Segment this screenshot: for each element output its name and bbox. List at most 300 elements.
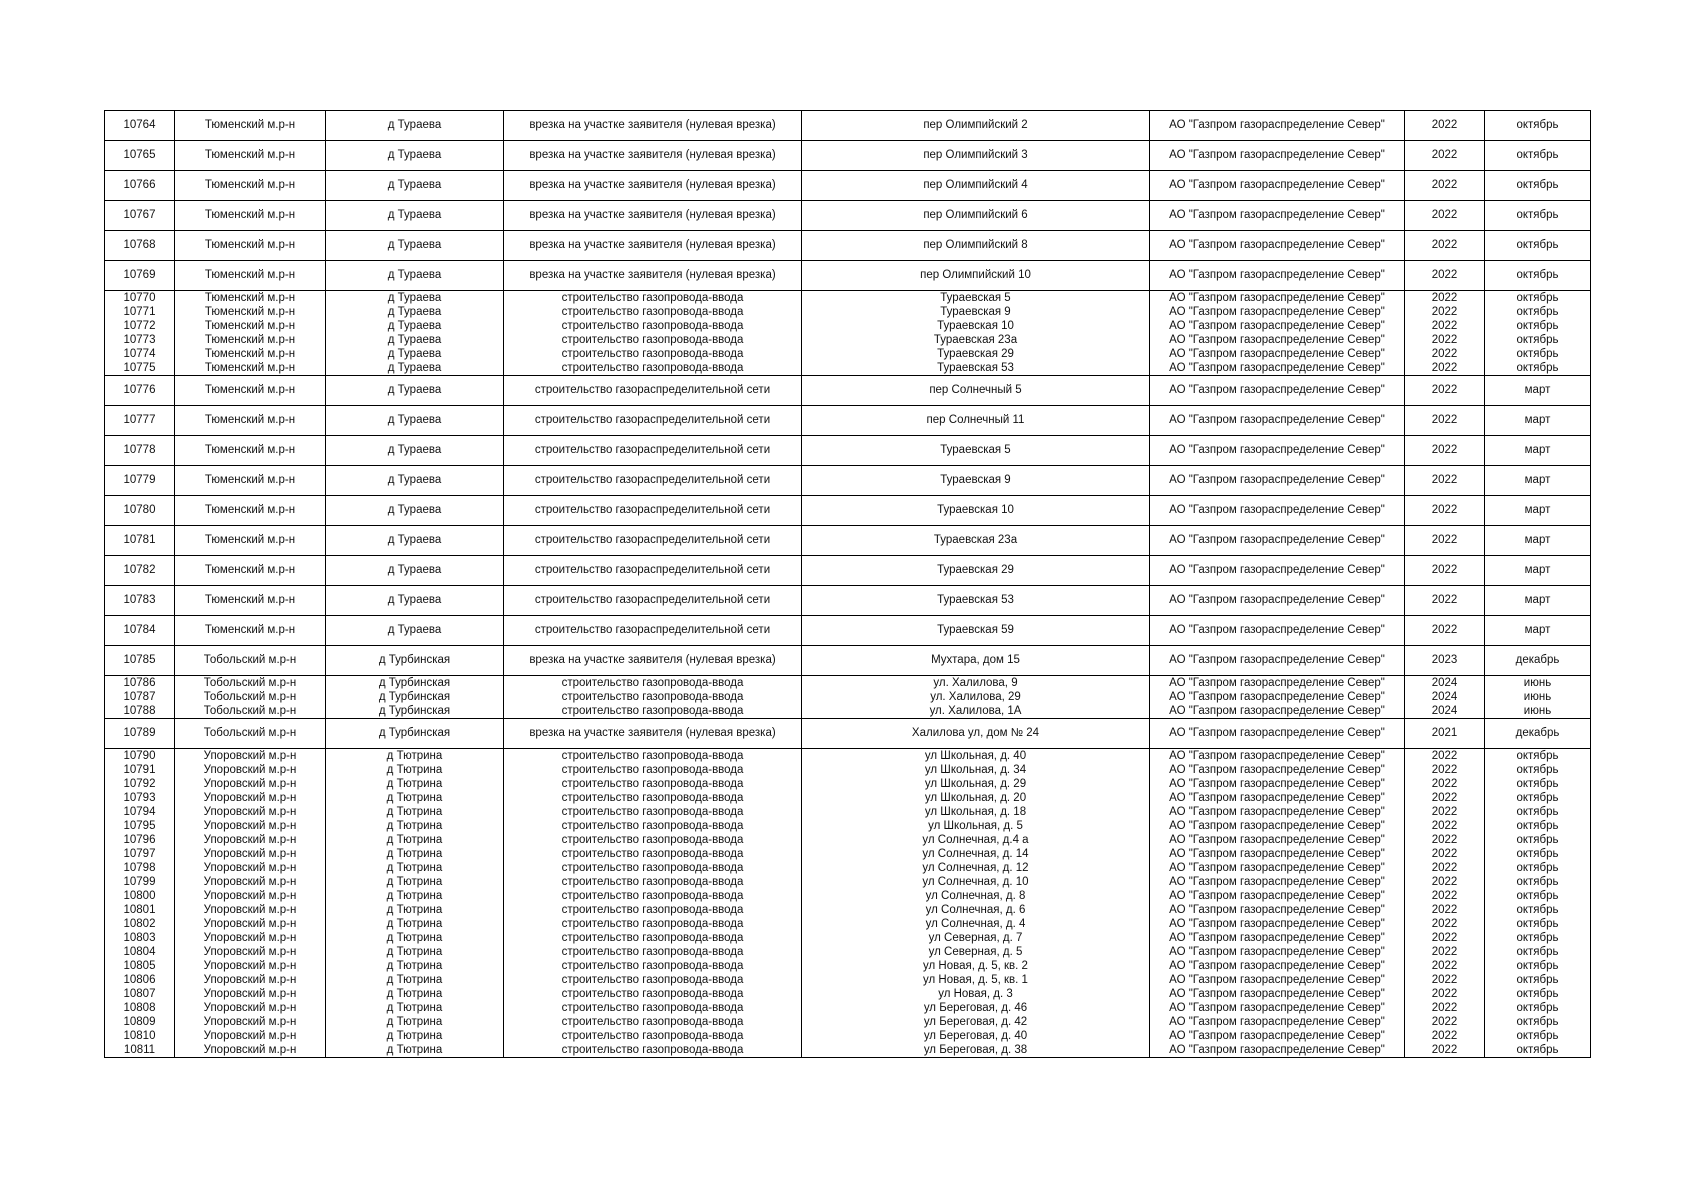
cell-id: 10807 xyxy=(105,987,175,1001)
cell-organization: АО "Газпром газораспределение Север" xyxy=(1150,861,1405,875)
table-row xyxy=(105,556,1591,586)
table-row xyxy=(105,805,1591,819)
cell-year: 2022 xyxy=(1405,319,1485,333)
cell-address: пер Олимпийский 2 xyxy=(802,111,1150,141)
cell-id: 10803 xyxy=(105,931,175,945)
cell-year: 2022 xyxy=(1405,496,1485,526)
cell-organization: АО "Газпром газораспределение Север" xyxy=(1150,616,1405,646)
cell-year: 2022 xyxy=(1405,1043,1485,1058)
cell-locality: д Тураева xyxy=(326,261,504,291)
cell-year: 2022 xyxy=(1405,931,1485,945)
cell-work-type: строительство газопровода-ввода xyxy=(504,305,802,319)
cell-id: 10779 xyxy=(105,466,175,496)
cell-address: ул Береговая, д. 40 xyxy=(802,1029,1150,1043)
table-row xyxy=(105,791,1591,805)
cell-organization: АО "Газпром газораспределение Север" xyxy=(1150,466,1405,496)
cell-month: октябрь xyxy=(1485,917,1591,931)
cell-locality: д Тютрина xyxy=(326,805,504,819)
cell-work-type: врезка на участке заявителя (нулевая врезка) xyxy=(504,646,802,676)
cell-organization: АО "Газпром газораспределение Север" xyxy=(1150,791,1405,805)
cell-district: Упоровский м.р-н xyxy=(175,791,326,805)
cell-work-type: строительство газопровода-ввода xyxy=(504,777,802,791)
table-row xyxy=(105,847,1591,861)
cell-locality: д Турбинская xyxy=(326,719,504,749)
cell-month: октябрь xyxy=(1485,1043,1591,1058)
cell-work-type: строительство газопровода-ввода xyxy=(504,973,802,987)
cell-month: декабрь xyxy=(1485,719,1591,749)
cell-locality: д Тураева xyxy=(326,231,504,261)
cell-district: Упоровский м.р-н xyxy=(175,973,326,987)
cell-address: ул Береговая, д. 42 xyxy=(802,1015,1150,1029)
cell-month: октябрь xyxy=(1485,749,1591,764)
cell-month: октябрь xyxy=(1485,987,1591,1001)
cell-month: октябрь xyxy=(1485,347,1591,361)
cell-district: Упоровский м.р-н xyxy=(175,777,326,791)
cell-district: Тюменский м.р-н xyxy=(175,231,326,261)
cell-locality: д Тураева xyxy=(326,361,504,376)
cell-id: 10770 xyxy=(105,291,175,306)
table-row xyxy=(105,261,1591,291)
cell-year: 2022 xyxy=(1405,805,1485,819)
cell-address: ул Школьная, д. 18 xyxy=(802,805,1150,819)
cell-year: 2022 xyxy=(1405,526,1485,556)
cell-month: октябрь xyxy=(1485,111,1591,141)
table-row xyxy=(105,1015,1591,1029)
cell-year: 2022 xyxy=(1405,436,1485,466)
table-row xyxy=(105,466,1591,496)
cell-id: 10765 xyxy=(105,141,175,171)
cell-organization: АО "Газпром газораспределение Север" xyxy=(1150,291,1405,306)
cell-month: октябрь xyxy=(1485,945,1591,959)
cell-address: ул Школьная, д. 5 xyxy=(802,819,1150,833)
cell-district: Упоровский м.р-н xyxy=(175,959,326,973)
cell-month: октябрь xyxy=(1485,833,1591,847)
cell-work-type: строительство газопровода-ввода xyxy=(504,361,802,376)
table-row xyxy=(105,361,1591,376)
cell-locality: д Тютрина xyxy=(326,1015,504,1029)
cell-address: пер Олимпийский 8 xyxy=(802,231,1150,261)
cell-id: 10793 xyxy=(105,791,175,805)
cell-district: Тобольский м.р-н xyxy=(175,719,326,749)
cell-id: 10785 xyxy=(105,646,175,676)
cell-month: октябрь xyxy=(1485,875,1591,889)
cell-work-type: строительство газораспределительной сети xyxy=(504,436,802,466)
cell-work-type: врезка на участке заявителя (нулевая врезка) xyxy=(504,719,802,749)
cell-year: 2022 xyxy=(1405,231,1485,261)
table-row xyxy=(105,333,1591,347)
cell-month: июнь xyxy=(1485,704,1591,719)
cell-month: октябрь xyxy=(1485,847,1591,861)
cell-organization: АО "Газпром газораспределение Север" xyxy=(1150,333,1405,347)
cell-locality: д Тютрина xyxy=(326,931,504,945)
cell-address: ул Школьная, д. 34 xyxy=(802,763,1150,777)
cell-year: 2022 xyxy=(1405,347,1485,361)
cell-year: 2022 xyxy=(1405,959,1485,973)
cell-district: Тюменский м.р-н xyxy=(175,586,326,616)
cell-id: 10810 xyxy=(105,1029,175,1043)
cell-district: Тюменский м.р-н xyxy=(175,406,326,436)
table-row xyxy=(105,171,1591,201)
cell-month: октябрь xyxy=(1485,361,1591,376)
table-row xyxy=(105,406,1591,436)
cell-organization: АО "Газпром газораспределение Север" xyxy=(1150,690,1405,704)
cell-month: октябрь xyxy=(1485,861,1591,875)
cell-id: 10797 xyxy=(105,847,175,861)
table-body xyxy=(105,111,1591,1058)
cell-year: 2022 xyxy=(1405,903,1485,917)
cell-work-type: строительство газопровода-ввода xyxy=(504,945,802,959)
cell-year: 2022 xyxy=(1405,586,1485,616)
table-row xyxy=(105,616,1591,646)
cell-year: 2022 xyxy=(1405,917,1485,931)
cell-address: ул Солнечная, д. 12 xyxy=(802,861,1150,875)
cell-month: октябрь xyxy=(1485,305,1591,319)
cell-year: 2022 xyxy=(1405,889,1485,903)
cell-work-type: строительство газопровода-ввода xyxy=(504,676,802,691)
cell-id: 10805 xyxy=(105,959,175,973)
cell-year: 2022 xyxy=(1405,201,1485,231)
cell-address: Тураевская 29 xyxy=(802,556,1150,586)
cell-month: март xyxy=(1485,436,1591,466)
cell-organization: АО "Газпром газораспределение Север" xyxy=(1150,646,1405,676)
cell-work-type: строительство газораспределительной сети xyxy=(504,616,802,646)
cell-work-type: строительство газопровода-ввода xyxy=(504,847,802,861)
cell-id: 10769 xyxy=(105,261,175,291)
cell-district: Упоровский м.р-н xyxy=(175,1043,326,1058)
cell-address: пер Олимпийский 4 xyxy=(802,171,1150,201)
cell-locality: д Тураева xyxy=(326,171,504,201)
cell-locality: д Тураева xyxy=(326,347,504,361)
cell-month: октябрь xyxy=(1485,777,1591,791)
cell-locality: д Тураева xyxy=(326,466,504,496)
cell-organization: АО "Газпром газораспределение Север" xyxy=(1150,1015,1405,1029)
cell-work-type: строительство газопровода-ввода xyxy=(504,1043,802,1058)
cell-organization: АО "Газпром газораспределение Север" xyxy=(1150,973,1405,987)
cell-organization: АО "Газпром газораспределение Север" xyxy=(1150,819,1405,833)
cell-year: 2024 xyxy=(1405,690,1485,704)
cell-locality: д Тютрина xyxy=(326,1001,504,1015)
cell-district: Тюменский м.р-н xyxy=(175,347,326,361)
cell-address: Халилова ул, дом № 24 xyxy=(802,719,1150,749)
cell-work-type: строительство газораспределительной сети xyxy=(504,466,802,496)
table-row xyxy=(105,526,1591,556)
cell-locality: д Тураева xyxy=(326,406,504,436)
cell-address: Тураевская 9 xyxy=(802,466,1150,496)
cell-district: Упоровский м.р-н xyxy=(175,763,326,777)
cell-id: 10800 xyxy=(105,889,175,903)
cell-year: 2022 xyxy=(1405,556,1485,586)
cell-organization: АО "Газпром газораспределение Север" xyxy=(1150,347,1405,361)
cell-id: 10774 xyxy=(105,347,175,361)
table-row xyxy=(105,646,1591,676)
cell-id: 10764 xyxy=(105,111,175,141)
cell-month: октябрь xyxy=(1485,959,1591,973)
cell-id: 10790 xyxy=(105,749,175,764)
cell-month: март xyxy=(1485,616,1591,646)
table-row xyxy=(105,1029,1591,1043)
cell-year: 2022 xyxy=(1405,819,1485,833)
cell-id: 10767 xyxy=(105,201,175,231)
cell-organization: АО "Газпром газораспределение Север" xyxy=(1150,987,1405,1001)
cell-address: ул. Халилова, 9 xyxy=(802,676,1150,691)
cell-work-type: строительство газораспределительной сети xyxy=(504,496,802,526)
cell-year: 2022 xyxy=(1405,406,1485,436)
cell-organization: АО "Газпром газораспределение Север" xyxy=(1150,777,1405,791)
cell-organization: АО "Газпром газораспределение Север" xyxy=(1150,1001,1405,1015)
cell-organization: АО "Газпром газораспределение Север" xyxy=(1150,805,1405,819)
cell-month: март xyxy=(1485,496,1591,526)
cell-id: 10806 xyxy=(105,973,175,987)
cell-year: 2022 xyxy=(1405,833,1485,847)
cell-id: 10808 xyxy=(105,1001,175,1015)
cell-address: Тураевская 59 xyxy=(802,616,1150,646)
cell-work-type: строительство газопровода-ввода xyxy=(504,1029,802,1043)
cell-id: 10795 xyxy=(105,819,175,833)
cell-district: Тюменский м.р-н xyxy=(175,305,326,319)
cell-organization: АО "Газпром газораспределение Север" xyxy=(1150,945,1405,959)
table-row xyxy=(105,676,1591,691)
cell-district: Тюменский м.р-н xyxy=(175,616,326,646)
cell-year: 2022 xyxy=(1405,466,1485,496)
cell-id: 10798 xyxy=(105,861,175,875)
cell-work-type: строительство газопровода-ввода xyxy=(504,1001,802,1015)
cell-district: Упоровский м.р-н xyxy=(175,931,326,945)
cell-year: 2022 xyxy=(1405,973,1485,987)
cell-month: июнь xyxy=(1485,690,1591,704)
cell-month: октябрь xyxy=(1485,1029,1591,1043)
cell-locality: д Тураева xyxy=(326,496,504,526)
cell-district: Тюменский м.р-н xyxy=(175,171,326,201)
cell-district: Тюменский м.р-н xyxy=(175,556,326,586)
cell-organization: АО "Газпром газораспределение Север" xyxy=(1150,903,1405,917)
cell-month: март xyxy=(1485,556,1591,586)
cell-work-type: строительство газораспределительной сети xyxy=(504,406,802,436)
cell-locality: д Тураева xyxy=(326,436,504,466)
cell-district: Упоровский м.р-н xyxy=(175,833,326,847)
cell-locality: д Тураева xyxy=(326,333,504,347)
cell-organization: АО "Газпром газораспределение Север" xyxy=(1150,833,1405,847)
cell-district: Упоровский м.р-н xyxy=(175,1029,326,1043)
cell-work-type: строительство газопровода-ввода xyxy=(504,333,802,347)
cell-locality: д Тютрина xyxy=(326,889,504,903)
cell-id: 10783 xyxy=(105,586,175,616)
cell-id: 10784 xyxy=(105,616,175,646)
table-row xyxy=(105,987,1591,1001)
table-row xyxy=(105,201,1591,231)
cell-organization: АО "Газпром газораспределение Север" xyxy=(1150,931,1405,945)
cell-organization: АО "Газпром газораспределение Север" xyxy=(1150,436,1405,466)
cell-address: ул Школьная, д. 40 xyxy=(802,749,1150,764)
cell-locality: д Тютрина xyxy=(326,819,504,833)
cell-year: 2022 xyxy=(1405,1015,1485,1029)
cell-year: 2022 xyxy=(1405,1001,1485,1015)
cell-locality: д Тютрина xyxy=(326,917,504,931)
cell-id: 10791 xyxy=(105,763,175,777)
cell-id: 10786 xyxy=(105,676,175,691)
cell-work-type: строительство газораспределительной сети xyxy=(504,526,802,556)
cell-id: 10772 xyxy=(105,319,175,333)
cell-locality: д Тютрина xyxy=(326,861,504,875)
cell-address: Мухтара, дом 15 xyxy=(802,646,1150,676)
cell-work-type: строительство газопровода-ввода xyxy=(504,763,802,777)
cell-organization: АО "Газпром газораспределение Север" xyxy=(1150,917,1405,931)
cell-address: ул Солнечная, д. 4 xyxy=(802,917,1150,931)
cell-organization: АО "Газпром газораспределение Север" xyxy=(1150,1029,1405,1043)
cell-month: октябрь xyxy=(1485,791,1591,805)
cell-organization: АО "Газпром газораспределение Север" xyxy=(1150,1043,1405,1058)
table-row xyxy=(105,749,1591,764)
cell-address: Тураевская 5 xyxy=(802,291,1150,306)
cell-year: 2022 xyxy=(1405,847,1485,861)
cell-work-type: врезка на участке заявителя (нулевая врезка) xyxy=(504,141,802,171)
cell-locality: д Тютрина xyxy=(326,791,504,805)
cell-work-type: врезка на участке заявителя (нулевая врезка) xyxy=(504,231,802,261)
cell-year: 2022 xyxy=(1405,305,1485,319)
cell-address: Тураевская 10 xyxy=(802,496,1150,526)
cell-locality: д Турбинская xyxy=(326,704,504,719)
cell-district: Тюменский м.р-н xyxy=(175,201,326,231)
cell-year: 2022 xyxy=(1405,333,1485,347)
cell-address: Тураевская 53 xyxy=(802,361,1150,376)
cell-id: 10780 xyxy=(105,496,175,526)
cell-district: Упоровский м.р-н xyxy=(175,903,326,917)
cell-id: 10809 xyxy=(105,1015,175,1029)
cell-district: Тюменский м.р-н xyxy=(175,496,326,526)
cell-year: 2022 xyxy=(1405,111,1485,141)
cell-work-type: строительство газопровода-ввода xyxy=(504,819,802,833)
cell-id: 10773 xyxy=(105,333,175,347)
cell-id: 10802 xyxy=(105,917,175,931)
cell-organization: АО "Газпром газораспределение Север" xyxy=(1150,201,1405,231)
table-row xyxy=(105,945,1591,959)
cell-district: Упоровский м.р-н xyxy=(175,987,326,1001)
cell-work-type: строительство газопровода-ввода xyxy=(504,347,802,361)
cell-district: Упоровский м.р-н xyxy=(175,889,326,903)
cell-work-type: строительство газопровода-ввода xyxy=(504,690,802,704)
cell-work-type: врезка на участке заявителя (нулевая врезка) xyxy=(504,111,802,141)
cell-month: март xyxy=(1485,376,1591,406)
cell-address: Тураевская 23а xyxy=(802,333,1150,347)
cell-organization: АО "Газпром газораспределение Север" xyxy=(1150,959,1405,973)
cell-locality: д Тютрина xyxy=(326,763,504,777)
cell-address: ул. Халилова, 1А xyxy=(802,704,1150,719)
cell-locality: д Турбинская xyxy=(326,676,504,691)
cell-id: 10811 xyxy=(105,1043,175,1058)
table-row xyxy=(105,1043,1591,1058)
cell-district: Упоровский м.р-н xyxy=(175,1015,326,1029)
cell-id: 10804 xyxy=(105,945,175,959)
cell-district: Упоровский м.р-н xyxy=(175,1001,326,1015)
cell-organization: АО "Газпром газораспределение Север" xyxy=(1150,261,1405,291)
cell-locality: д Тютрина xyxy=(326,1029,504,1043)
cell-locality: д Тураева xyxy=(326,305,504,319)
table-row xyxy=(105,231,1591,261)
table-row xyxy=(105,347,1591,361)
cell-work-type: строительство газопровода-ввода xyxy=(504,319,802,333)
cell-district: Тюменский м.р-н xyxy=(175,261,326,291)
table-row xyxy=(105,704,1591,719)
cell-year: 2023 xyxy=(1405,646,1485,676)
data-table xyxy=(104,110,1591,1058)
cell-locality: д Тютрина xyxy=(326,833,504,847)
cell-locality: д Тураева xyxy=(326,556,504,586)
cell-organization: АО "Газпром газораспределение Север" xyxy=(1150,556,1405,586)
cell-district: Тюменский м.р-н xyxy=(175,436,326,466)
cell-work-type: строительство газопровода-ввода xyxy=(504,291,802,306)
cell-district: Тобольский м.р-н xyxy=(175,646,326,676)
cell-address: пер Солнечный 11 xyxy=(802,406,1150,436)
cell-work-type: строительство газопровода-ввода xyxy=(504,805,802,819)
cell-organization: АО "Газпром газораспределение Север" xyxy=(1150,406,1405,436)
cell-year: 2022 xyxy=(1405,777,1485,791)
table-row xyxy=(105,875,1591,889)
cell-month: октябрь xyxy=(1485,889,1591,903)
cell-month: октябрь xyxy=(1485,291,1591,306)
cell-work-type: врезка на участке заявителя (нулевая врезка) xyxy=(504,201,802,231)
table-row xyxy=(105,376,1591,406)
cell-address: пер Олимпийский 3 xyxy=(802,141,1150,171)
cell-year: 2022 xyxy=(1405,749,1485,764)
cell-month: октябрь xyxy=(1485,201,1591,231)
cell-district: Упоровский м.р-н xyxy=(175,875,326,889)
cell-locality: д Тютрина xyxy=(326,987,504,1001)
cell-address: Тураевская 5 xyxy=(802,436,1150,466)
cell-locality: д Турбинская xyxy=(326,646,504,676)
cell-address: пер Олимпийский 6 xyxy=(802,201,1150,231)
cell-year: 2022 xyxy=(1405,763,1485,777)
cell-id: 10778 xyxy=(105,436,175,466)
cell-work-type: строительство газопровода-ввода xyxy=(504,791,802,805)
cell-month: март xyxy=(1485,586,1591,616)
cell-id: 10796 xyxy=(105,833,175,847)
cell-organization: АО "Газпром газораспределение Север" xyxy=(1150,111,1405,141)
cell-year: 2022 xyxy=(1405,1029,1485,1043)
cell-district: Упоровский м.р-н xyxy=(175,805,326,819)
cell-address: ул Солнечная, д.4 а xyxy=(802,833,1150,847)
cell-month: октябрь xyxy=(1485,319,1591,333)
cell-work-type: строительство газопровода-ввода xyxy=(504,861,802,875)
cell-month: октябрь xyxy=(1485,171,1591,201)
cell-month: октябрь xyxy=(1485,1001,1591,1015)
cell-year: 2024 xyxy=(1405,676,1485,691)
table-row xyxy=(105,819,1591,833)
cell-address: Тураевская 53 xyxy=(802,586,1150,616)
cell-district: Упоровский м.р-н xyxy=(175,945,326,959)
cell-organization: АО "Газпром газораспределение Север" xyxy=(1150,231,1405,261)
cell-work-type: строительство газораспределительной сети xyxy=(504,556,802,586)
cell-locality: д Тютрина xyxy=(326,749,504,764)
cell-district: Тюменский м.р-н xyxy=(175,376,326,406)
cell-month: июнь xyxy=(1485,676,1591,691)
cell-address: ул Береговая, д. 38 xyxy=(802,1043,1150,1058)
cell-locality: д Тураева xyxy=(326,201,504,231)
table-row xyxy=(105,917,1591,931)
table-row xyxy=(105,141,1591,171)
cell-address: Тураевская 10 xyxy=(802,319,1150,333)
cell-work-type: строительство газопровода-ввода xyxy=(504,987,802,1001)
cell-district: Тобольский м.р-н xyxy=(175,704,326,719)
cell-address: ул Солнечная, д. 10 xyxy=(802,875,1150,889)
cell-locality: д Тураева xyxy=(326,586,504,616)
table-row xyxy=(105,763,1591,777)
cell-month: октябрь xyxy=(1485,763,1591,777)
cell-id: 10781 xyxy=(105,526,175,556)
cell-address: ул Береговая, д. 46 xyxy=(802,1001,1150,1015)
cell-district: Упоровский м.р-н xyxy=(175,847,326,861)
cell-organization: АО "Газпром газораспределение Север" xyxy=(1150,847,1405,861)
cell-id: 10789 xyxy=(105,719,175,749)
cell-district: Тюменский м.р-н xyxy=(175,526,326,556)
